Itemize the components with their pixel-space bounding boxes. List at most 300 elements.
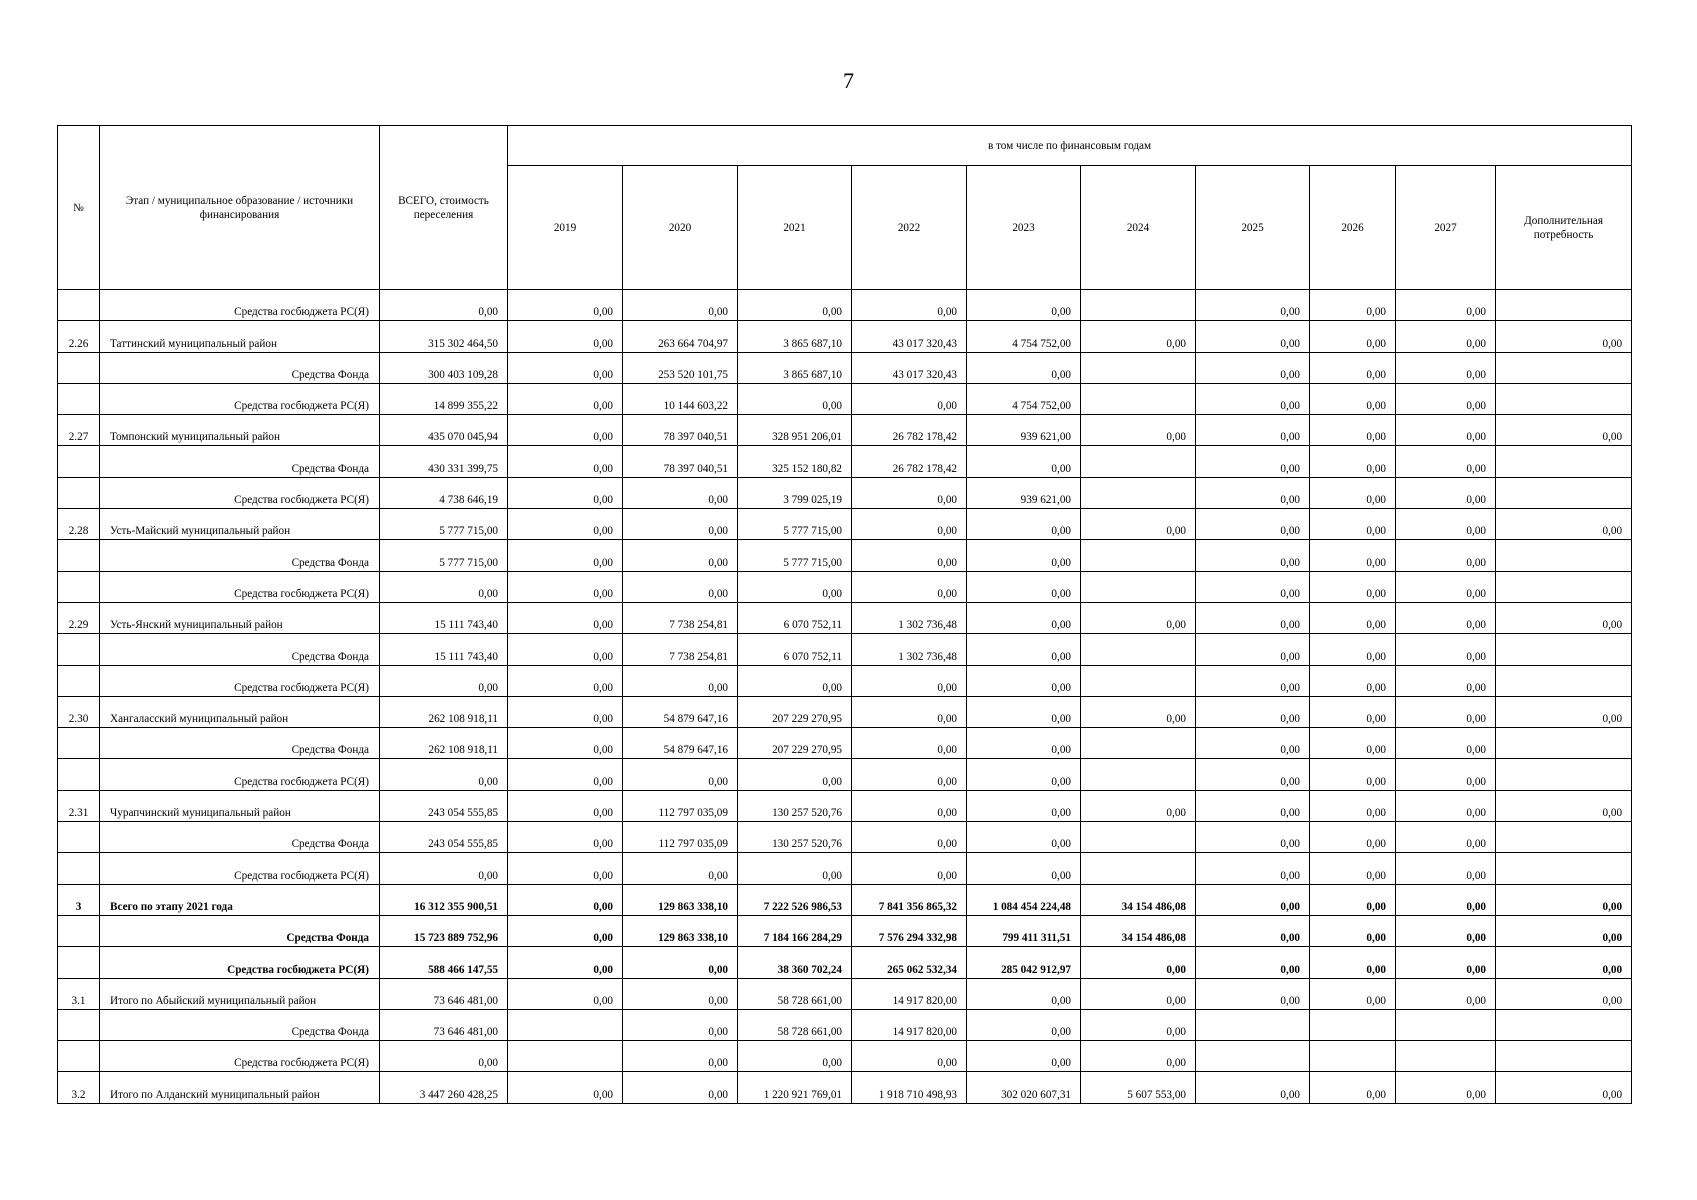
- row-number: [58, 352, 100, 383]
- row-value: 0,00: [1081, 1009, 1196, 1040]
- row-value: 0,00: [623, 947, 738, 978]
- row-name: Средства госбюджета РС(Я): [100, 665, 380, 696]
- table-row: [58, 915, 1632, 946]
- row-value: 939 621,00: [967, 477, 1081, 508]
- row-value: 0,00: [967, 634, 1081, 665]
- row-value: 0,00: [1196, 822, 1310, 853]
- row-value: 0,00: [1196, 853, 1310, 884]
- header-year: 2019: [508, 166, 623, 290]
- row-total: 4 738 646,19: [380, 477, 508, 508]
- row-value: 0,00: [1496, 509, 1632, 540]
- row-value: 0,00: [967, 1009, 1081, 1040]
- row-value: 130 257 520,76: [738, 822, 852, 853]
- row-value: 0,00: [1396, 728, 1496, 759]
- row-value: 0,00: [1196, 947, 1310, 978]
- row-value: 0,00: [623, 665, 738, 696]
- row-name: Хангаласский муниципальный район: [100, 696, 380, 727]
- row-value: 0,00: [852, 383, 967, 414]
- row-value: 0,00: [508, 822, 623, 853]
- row-name: Усть-Майский муниципальный район: [100, 509, 380, 540]
- row-value: 0,00: [967, 696, 1081, 727]
- row-value: 0,00: [1081, 602, 1196, 633]
- table-body: [58, 290, 1632, 1104]
- row-value: [1496, 1009, 1632, 1040]
- table-row: [58, 853, 1632, 884]
- row-value: [1496, 446, 1632, 477]
- header-year: 2023: [967, 166, 1081, 290]
- row-value: 0,00: [508, 759, 623, 790]
- row-value: 0,00: [852, 290, 967, 321]
- row-value: 1 084 454 224,48: [967, 884, 1081, 915]
- row-value: 0,00: [508, 790, 623, 821]
- row-name: Средства Фонда: [100, 822, 380, 853]
- row-value: 0,00: [1396, 383, 1496, 414]
- row-name: Средства Фонда: [100, 540, 380, 571]
- row-value: 0,00: [508, 352, 623, 383]
- row-name: Средства госбюджета РС(Я): [100, 290, 380, 321]
- row-total: 315 302 464,50: [380, 321, 508, 352]
- row-value: 0,00: [1310, 822, 1396, 853]
- table-row: [58, 884, 1632, 915]
- row-value: 0,00: [1396, 884, 1496, 915]
- row-value: 0,00: [967, 978, 1081, 1009]
- row-value: 0,00: [852, 759, 967, 790]
- table-header: [58, 126, 1632, 290]
- row-name: Средства госбюджета РС(Я): [100, 1041, 380, 1072]
- row-number: [58, 822, 100, 853]
- row-value: 3 865 687,10: [738, 352, 852, 383]
- row-value: 0,00: [1396, 540, 1496, 571]
- row-value: 0,00: [1496, 415, 1632, 446]
- row-value: 0,00: [508, 634, 623, 665]
- row-value: 0,00: [852, 822, 967, 853]
- row-value: 0,00: [1310, 477, 1396, 508]
- row-value: 0,00: [1196, 915, 1310, 946]
- row-value: 26 782 178,42: [852, 446, 967, 477]
- table-row: [58, 1009, 1632, 1040]
- row-value: 3 799 025,19: [738, 477, 852, 508]
- row-value: [1496, 540, 1632, 571]
- row-value: 0,00: [1081, 1041, 1196, 1072]
- row-value: 0,00: [1310, 383, 1396, 414]
- row-value: 0,00: [1396, 1072, 1496, 1103]
- row-name: Средства Фонда: [100, 728, 380, 759]
- table-row: [58, 790, 1632, 821]
- row-value: 0,00: [1310, 571, 1396, 602]
- row-value: 38 360 702,24: [738, 947, 852, 978]
- row-value: [1496, 853, 1632, 884]
- table-row: [58, 415, 1632, 446]
- row-total: 430 331 399,75: [380, 446, 508, 477]
- row-value: 0,00: [1496, 321, 1632, 352]
- row-number: [58, 728, 100, 759]
- row-value: 0,00: [623, 1041, 738, 1072]
- row-value: [1310, 1041, 1396, 1072]
- row-value: 129 863 338,10: [623, 884, 738, 915]
- row-value: 0,00: [1396, 446, 1496, 477]
- row-value: 0,00: [1396, 415, 1496, 446]
- row-value: [1081, 290, 1196, 321]
- table-row: [58, 477, 1632, 508]
- row-value: 0,00: [967, 290, 1081, 321]
- table-row: [58, 446, 1632, 477]
- row-number: [58, 1041, 100, 1072]
- row-value: [1396, 1009, 1496, 1040]
- row-value: 0,00: [1081, 947, 1196, 978]
- row-total: 73 646 481,00: [380, 978, 508, 1009]
- header-year: 2025: [1196, 166, 1310, 290]
- table-row: [58, 571, 1632, 602]
- row-value: 0,00: [508, 509, 623, 540]
- row-value: 0,00: [852, 1041, 967, 1072]
- row-value: 0,00: [1196, 540, 1310, 571]
- row-value: 0,00: [623, 509, 738, 540]
- row-value: 1 918 710 498,93: [852, 1072, 967, 1103]
- header-years-group: в том числе по финансовым годам: [508, 126, 1632, 166]
- table-row: [58, 696, 1632, 727]
- row-value: 0,00: [852, 477, 967, 508]
- row-value: 0,00: [1396, 947, 1496, 978]
- row-value: 0,00: [1496, 884, 1632, 915]
- row-value: 0,00: [1196, 602, 1310, 633]
- row-value: 0,00: [967, 352, 1081, 383]
- row-value: 0,00: [1196, 509, 1310, 540]
- row-total: 243 054 555,85: [380, 822, 508, 853]
- row-value: 5 777 715,00: [738, 540, 852, 571]
- header-name: Этап / муниципальное образование / источники финансирования: [100, 126, 380, 290]
- row-value: 0,00: [508, 415, 623, 446]
- row-value: 0,00: [623, 1072, 738, 1103]
- row-value: 7 576 294 332,98: [852, 915, 967, 946]
- header-year: 2026: [1310, 166, 1396, 290]
- row-value: 0,00: [1396, 571, 1496, 602]
- row-value: 0,00: [738, 853, 852, 884]
- row-value: 0,00: [623, 571, 738, 602]
- row-total: 243 054 555,85: [380, 790, 508, 821]
- row-value: 5 777 715,00: [738, 509, 852, 540]
- row-value: [508, 1041, 623, 1072]
- row-value: 7 841 356 865,32: [852, 884, 967, 915]
- row-value: 0,00: [1310, 415, 1396, 446]
- row-value: 0,00: [1196, 665, 1310, 696]
- row-value: 0,00: [967, 571, 1081, 602]
- row-total: 435 070 045,94: [380, 415, 508, 446]
- row-value: 0,00: [1396, 509, 1496, 540]
- row-total: 588 466 147,55: [380, 947, 508, 978]
- row-value: 0,00: [1396, 477, 1496, 508]
- row-value: 78 397 040,51: [623, 446, 738, 477]
- row-value: 0,00: [1310, 290, 1396, 321]
- row-value: 0,00: [852, 509, 967, 540]
- row-value: 0,00: [508, 853, 623, 884]
- row-value: 0,00: [967, 665, 1081, 696]
- row-value: 0,00: [508, 571, 623, 602]
- row-value: 0,00: [508, 1072, 623, 1103]
- row-name: Усть-Янский муниципальный район: [100, 602, 380, 633]
- row-value: 0,00: [623, 290, 738, 321]
- row-value: 6 070 752,11: [738, 634, 852, 665]
- table-row: [58, 509, 1632, 540]
- row-value: 0,00: [1081, 509, 1196, 540]
- table-row: [58, 602, 1632, 633]
- row-value: 0,00: [623, 853, 738, 884]
- row-name: Средства Фонда: [100, 446, 380, 477]
- row-value: 0,00: [1310, 884, 1396, 915]
- row-number: [58, 477, 100, 508]
- row-total: 0,00: [380, 759, 508, 790]
- row-value: 0,00: [508, 884, 623, 915]
- row-name: Средства госбюджета РС(Я): [100, 853, 380, 884]
- row-value: 0,00: [1396, 665, 1496, 696]
- header-year: 2020: [623, 166, 738, 290]
- row-value: 328 951 206,01: [738, 415, 852, 446]
- row-value: 0,00: [1396, 915, 1496, 946]
- row-value: 0,00: [738, 759, 852, 790]
- row-name: Средства Фонда: [100, 352, 380, 383]
- row-name: Средства госбюджета РС(Я): [100, 759, 380, 790]
- row-number: [58, 634, 100, 665]
- row-number: [58, 290, 100, 321]
- row-value: 799 411 311,51: [967, 915, 1081, 946]
- row-value: 0,00: [1196, 728, 1310, 759]
- row-value: [1196, 1041, 1310, 1072]
- row-value: 0,00: [1396, 321, 1496, 352]
- row-total: 0,00: [380, 1041, 508, 1072]
- table-row: [58, 383, 1632, 414]
- row-value: 0,00: [508, 321, 623, 352]
- row-number: 3.1: [58, 978, 100, 1009]
- row-value: [1496, 571, 1632, 602]
- row-total: 16 312 355 900,51: [380, 884, 508, 915]
- row-value: 112 797 035,09: [623, 822, 738, 853]
- row-total: 14 899 355,22: [380, 383, 508, 414]
- row-value: 0,00: [1310, 696, 1396, 727]
- row-value: 0,00: [1196, 634, 1310, 665]
- header-year: 2024: [1081, 166, 1196, 290]
- row-value: 0,00: [1396, 634, 1496, 665]
- row-value: 0,00: [1196, 446, 1310, 477]
- row-value: 0,00: [508, 696, 623, 727]
- row-name: Средства Фонда: [100, 915, 380, 946]
- row-value: 285 042 912,97: [967, 947, 1081, 978]
- row-value: 0,00: [967, 1041, 1081, 1072]
- row-value: 0,00: [1310, 665, 1396, 696]
- row-value: [1081, 352, 1196, 383]
- row-value: 0,00: [1496, 947, 1632, 978]
- row-value: 0,00: [508, 947, 623, 978]
- row-value: 112 797 035,09: [623, 790, 738, 821]
- row-value: 0,00: [1081, 790, 1196, 821]
- row-number: 2.31: [58, 790, 100, 821]
- row-value: [1496, 822, 1632, 853]
- row-value: 0,00: [852, 790, 967, 821]
- header-additional-need: Дополнительная потребность: [1496, 166, 1632, 290]
- row-value: 0,00: [1396, 822, 1496, 853]
- row-value: [1496, 290, 1632, 321]
- row-value: [1081, 446, 1196, 477]
- row-number: [58, 446, 100, 477]
- row-value: 0,00: [967, 853, 1081, 884]
- row-value: 58 728 661,00: [738, 978, 852, 1009]
- row-value: 0,00: [1396, 978, 1496, 1009]
- row-value: 0,00: [508, 290, 623, 321]
- row-value: 0,00: [1196, 383, 1310, 414]
- header-year: 2021: [738, 166, 852, 290]
- row-total: 0,00: [380, 571, 508, 602]
- row-value: 129 863 338,10: [623, 915, 738, 946]
- row-value: 0,00: [738, 383, 852, 414]
- row-value: 0,00: [967, 822, 1081, 853]
- table-row: [58, 540, 1632, 571]
- row-name: Всего по этапу 2021 года: [100, 884, 380, 915]
- row-value: 0,00: [1310, 1072, 1396, 1103]
- row-value: 0,00: [1081, 696, 1196, 727]
- row-number: [58, 383, 100, 414]
- row-value: 43 017 320,43: [852, 352, 967, 383]
- row-value: 0,00: [1396, 696, 1496, 727]
- table-row: [58, 1041, 1632, 1072]
- row-value: 0,00: [623, 978, 738, 1009]
- row-value: 7 738 254,81: [623, 634, 738, 665]
- row-value: [1310, 1009, 1396, 1040]
- row-name: Средства госбюджета РС(Я): [100, 477, 380, 508]
- row-value: [1496, 352, 1632, 383]
- financing-table: [57, 125, 1632, 1104]
- row-number: 3.2: [58, 1072, 100, 1103]
- row-total: 300 403 109,28: [380, 352, 508, 383]
- row-number: 3: [58, 884, 100, 915]
- row-total: 0,00: [380, 853, 508, 884]
- row-value: [1196, 1009, 1310, 1040]
- row-value: 0,00: [1310, 602, 1396, 633]
- row-total: 73 646 481,00: [380, 1009, 508, 1040]
- row-value: 207 229 270,95: [738, 728, 852, 759]
- row-value: 0,00: [1310, 790, 1396, 821]
- row-value: 0,00: [508, 477, 623, 508]
- row-value: 0,00: [623, 540, 738, 571]
- row-value: 0,00: [1196, 884, 1310, 915]
- table-row: [58, 321, 1632, 352]
- row-value: 0,00: [1310, 634, 1396, 665]
- table-row: [58, 822, 1632, 853]
- row-name: Итого по Алданский муниципальный район: [100, 1072, 380, 1103]
- row-value: 0,00: [738, 571, 852, 602]
- row-name: Средства Фонда: [100, 1009, 380, 1040]
- row-value: [1081, 728, 1196, 759]
- row-value: 0,00: [1496, 915, 1632, 946]
- row-value: 0,00: [852, 571, 967, 602]
- header-no: №: [58, 126, 100, 290]
- row-value: 0,00: [1310, 446, 1396, 477]
- row-value: 1 302 736,48: [852, 602, 967, 633]
- row-value: 0,00: [852, 540, 967, 571]
- row-value: 7 184 166 284,29: [738, 915, 852, 946]
- row-value: 0,00: [508, 665, 623, 696]
- row-value: 43 017 320,43: [852, 321, 967, 352]
- row-value: 0,00: [1496, 790, 1632, 821]
- row-value: 0,00: [1310, 352, 1396, 383]
- row-value: 54 879 647,16: [623, 728, 738, 759]
- row-value: [1081, 853, 1196, 884]
- row-value: [1496, 477, 1632, 508]
- row-number: [58, 947, 100, 978]
- row-number: [58, 915, 100, 946]
- table-row: [58, 728, 1632, 759]
- row-value: 1 220 921 769,01: [738, 1072, 852, 1103]
- row-value: 0,00: [738, 1041, 852, 1072]
- row-total: 15 111 743,40: [380, 602, 508, 633]
- row-value: 0,00: [967, 759, 1081, 790]
- row-value: [1496, 728, 1632, 759]
- row-value: 0,00: [967, 728, 1081, 759]
- row-value: [508, 1009, 623, 1040]
- row-value: 0,00: [852, 696, 967, 727]
- row-value: 253 520 101,75: [623, 352, 738, 383]
- row-value: 0,00: [1196, 1072, 1310, 1103]
- page-number: 7: [843, 68, 854, 93]
- row-value: [1081, 571, 1196, 602]
- row-value: 939 621,00: [967, 415, 1081, 446]
- row-value: 0,00: [1196, 571, 1310, 602]
- row-value: [1081, 634, 1196, 665]
- row-total: 3 447 260 428,25: [380, 1072, 508, 1103]
- row-value: 0,00: [1396, 602, 1496, 633]
- row-value: [1496, 383, 1632, 414]
- row-value: 7 222 526 986,53: [738, 884, 852, 915]
- row-value: [1496, 634, 1632, 665]
- row-total: 262 108 918,11: [380, 696, 508, 727]
- row-value: 0,00: [1196, 321, 1310, 352]
- row-value: 0,00: [1496, 602, 1632, 633]
- row-value: 3 865 687,10: [738, 321, 852, 352]
- row-value: 34 154 486,08: [1081, 915, 1196, 946]
- row-value: 26 782 178,42: [852, 415, 967, 446]
- row-value: 0,00: [738, 290, 852, 321]
- row-value: 0,00: [852, 665, 967, 696]
- row-value: 0,00: [1310, 321, 1396, 352]
- row-value: 0,00: [1396, 853, 1496, 884]
- row-value: 0,00: [1196, 978, 1310, 1009]
- row-value: 0,00: [967, 602, 1081, 633]
- row-name: Чурапчинский муниципальный район: [100, 790, 380, 821]
- table-row: [58, 665, 1632, 696]
- row-value: 5 607 553,00: [1081, 1072, 1196, 1103]
- row-value: 0,00: [1310, 915, 1396, 946]
- row-value: 0,00: [1396, 290, 1496, 321]
- row-value: 0,00: [1396, 352, 1496, 383]
- row-value: 0,00: [508, 540, 623, 571]
- table-row: [58, 634, 1632, 665]
- row-value: 0,00: [967, 509, 1081, 540]
- table-row: [58, 352, 1632, 383]
- row-value: 0,00: [1196, 290, 1310, 321]
- row-value: 6 070 752,11: [738, 602, 852, 633]
- row-value: [1081, 759, 1196, 790]
- row-value: 0,00: [1310, 947, 1396, 978]
- row-total: 15 111 743,40: [380, 634, 508, 665]
- row-value: 10 144 603,22: [623, 383, 738, 414]
- row-number: [58, 665, 100, 696]
- row-value: 0,00: [508, 915, 623, 946]
- row-value: 34 154 486,08: [1081, 884, 1196, 915]
- table-row: [58, 290, 1632, 321]
- row-value: 0,00: [1310, 853, 1396, 884]
- row-value: 4 754 752,00: [967, 383, 1081, 414]
- row-value: 14 917 820,00: [852, 978, 967, 1009]
- row-value: 0,00: [1396, 790, 1496, 821]
- row-value: 0,00: [508, 978, 623, 1009]
- row-value: 7 738 254,81: [623, 602, 738, 633]
